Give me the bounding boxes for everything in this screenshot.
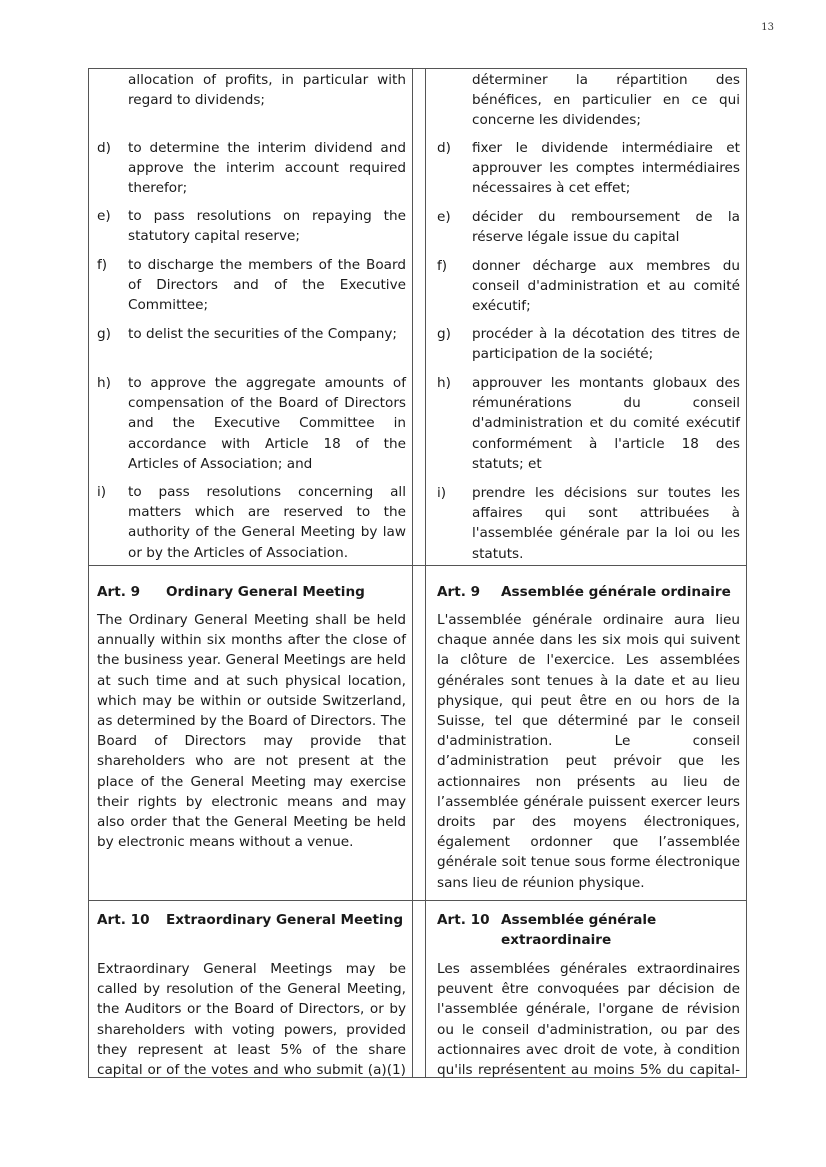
- row-divider-art9: [88, 565, 747, 566]
- left-item-d-text: to determine the interim dividend and approve the interim account required therefor;: [128, 140, 406, 197]
- row-divider-art10: [88, 900, 747, 901]
- right-art9-title: Assemblée générale ordinaire: [501, 584, 731, 600]
- right-item-i-text: prendre les décisions sur toutes les affaires qui sont attribuées à l'assemblée générale par la loi ou les statuts.: [472, 485, 740, 562]
- left-item-d-label: d): [97, 140, 111, 156]
- right-art10-title: Assemblée générale extraordinaire: [501, 912, 657, 949]
- left-art10-title: Extraordinary General Meeting: [166, 912, 404, 928]
- right-item-d-text: fixer le dividende intermédiaire et approuver les comptes intermédiaires nécessaires à cet effet;: [472, 140, 740, 197]
- right-item-d-label: d): [437, 140, 451, 156]
- left-art9-title: Ordinary General Meeting: [166, 584, 365, 600]
- right-item-i-label: i): [437, 485, 447, 501]
- left-item-f-text: to discharge the members of the Board of Directors and of the Executive Committee;: [128, 257, 406, 314]
- column-divider-left: [412, 68, 413, 1078]
- table-border-left: [88, 68, 89, 1078]
- left-art10-number: Art. 10: [97, 912, 150, 928]
- left-art10-text: Extraordinary General Meetings may be called by resolution of the General Meeting, the Auditors or the Board of Directors, or by shareholders with voting powers, provided they represent at least 5% of the share capital or of the votes and who submit (a)(1): [97, 961, 406, 1079]
- bilingual-table: [88, 68, 747, 1078]
- right-item-h-label: h): [437, 375, 451, 391]
- right-item-g-text: procéder à la décotation des titres de participation de la société;: [472, 326, 740, 363]
- right-art10-text: Les assemblées générales extraordinaires peuvent être convoquées par décision de l'assemblée générale, l'organe de révision ou le conseil d'administration, ou par des actionnaires avec droit de vote, à condition qu'ils représentent au moins 5% du capital-: [437, 961, 740, 1079]
- left-item-g-label: g): [97, 326, 111, 342]
- table-border-top: [88, 68, 747, 69]
- right-intro: déterminer la répartition des bénéfices, en particulier en ce qui concerne les dividendes;: [472, 72, 740, 129]
- right-item-g-label: g): [437, 326, 451, 342]
- left-item-i-label: i): [97, 484, 107, 500]
- left-item-h-text: to approve the aggregate amounts of compensation of the Board of Directors and the Executive Committee in accordance with Article 18 of the Articles of Association; and: [128, 375, 406, 472]
- left-item-h-label: h): [97, 375, 111, 391]
- left-art9-text: The Ordinary General Meeting shall be held annually within six months after the close of the business year. General Meetings are held at such time and at such physical location, which may be within or outside Switzerland, as determined by the Board of Directors. The Board of Directors may provide that shareholders who are not present at the place of the General Meeting may exercise their rights by electronic means and may also order that the General Meeting be held by electronic means without a venue.: [97, 612, 406, 851]
- left-item-e-label: e): [97, 208, 111, 224]
- left-item-i-text: to pass resolutions concerning all matters which are reserved to the authority of the General Meeting by law or by the Articles of Association.: [128, 484, 406, 561]
- right-item-e-text: décider du remboursement de la réserve légale issue du capital: [472, 209, 740, 246]
- right-item-f-text: donner décharge aux membres du conseil d'administration et au comité exécutif;: [472, 258, 740, 315]
- right-item-f-label: f): [437, 258, 448, 274]
- left-item-e-text: to pass resolutions on repaying the statutory capital reserve;: [128, 208, 406, 245]
- left-intro: allocation of profits, in particular with regard to dividends;: [128, 72, 406, 109]
- left-art9-number: Art. 9: [97, 584, 141, 600]
- right-item-e-label: e): [437, 209, 451, 225]
- column-divider-right: [425, 68, 426, 1078]
- left-item-g-text: to delist the securities of the Company;: [128, 326, 397, 342]
- left-item-f-label: f): [97, 257, 108, 273]
- right-art9-number: Art. 9: [437, 584, 481, 600]
- page-number: 13: [761, 22, 774, 33]
- right-item-h-text: approuver les montants globaux des rémunérations du conseil d'administration et du comité exécutif conformément à l'article 18 des statuts; et: [472, 375, 740, 472]
- right-art9-text: L'assemblée générale ordinaire aura lieu chaque année dans les six mois qui suivent la clôture de l'exercice. Les assemblées générales sont tenues à la date et au lieu physique, qui peut être en ou hors de la Suisse, tel que déterminé par le conseil d'administration. Le conseil d’administration peut prévoir que les actionnaires non présents au lieu de l’assemblée générale puissent exercer leurs droits par des moyens électroniques, également ordonner que l’assemblée générale soit tenue sous forme électronique sans lieu de réunion physique.: [437, 612, 740, 891]
- table-border-right: [746, 68, 747, 1078]
- right-art10-number: Art. 10: [437, 912, 490, 928]
